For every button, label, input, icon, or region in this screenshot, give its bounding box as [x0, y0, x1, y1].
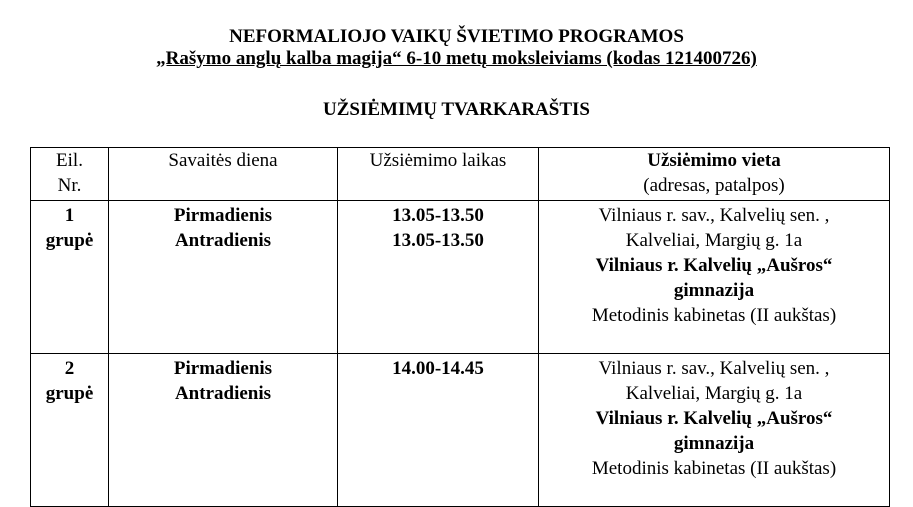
header-number-line-2: Nr.: [57, 175, 82, 196]
group-number: 1: [64, 205, 75, 226]
group-label: grupė: [45, 230, 94, 251]
place-school-line-1: Vilniaus r. Kalvelių „Aušros“: [595, 255, 833, 276]
time-cell: [338, 201, 539, 354]
header-place-line-2: (adresas, patalpos): [643, 175, 785, 196]
place-address-line-1: Vilniaus r. sav., Kalvelių sen. ,: [598, 205, 830, 226]
place-school-line-1: Vilniaus r. Kalvelių „Aušros“: [595, 408, 833, 429]
place-room: Metodinis kabinetas (II aukštas): [591, 305, 837, 326]
header-time: [338, 148, 539, 201]
program-subtitle: „Rašymo anglų kalba magija“ 6-10 metų moksleiviams (kodas 121400726): [156, 48, 757, 69]
header-day-label: Savaitės diena: [168, 150, 278, 171]
place-address-line-2: Kalveliai, Margių g. 1a: [625, 230, 803, 251]
place-school-line-2: gimnazija: [673, 433, 755, 454]
day-second: Antradienis: [174, 383, 272, 404]
table-row: [31, 354, 890, 507]
schedule-title: UŽSIĖMIMŲ TVARKARAŠTIS: [323, 99, 590, 120]
day-cell: [109, 201, 338, 354]
schedule-table: [30, 147, 890, 507]
time-second: 13.05-13.50: [392, 230, 484, 251]
day-first: Pirmadienis: [173, 358, 273, 379]
place-school-line-2: gimnazija: [673, 280, 755, 301]
place-cell: [539, 354, 890, 507]
time-first: 14.00-14.45: [392, 358, 484, 379]
group-label: grupė: [45, 383, 94, 404]
group-number-cell: [31, 201, 109, 354]
place-cell: [539, 201, 890, 354]
day-cell: [109, 354, 338, 507]
day-first: Pirmadienis: [173, 205, 273, 226]
table-row: [31, 201, 890, 354]
place-address-line-1: Vilniaus r. sav., Kalvelių sen. ,: [598, 358, 830, 379]
header-place: [539, 148, 890, 201]
group-number-cell: [31, 354, 109, 507]
header-number-line-1: Eil.: [56, 150, 83, 171]
header-place-line-1: Užsiėmimo vieta: [647, 150, 781, 171]
header-day: [109, 148, 338, 201]
day-second: Antradienis: [174, 230, 272, 251]
place-address-line-2: Kalveliai, Margių g. 1a: [625, 383, 803, 404]
place-room: Metodinis kabinetas (II aukštas): [591, 458, 837, 479]
table-header-row: [31, 148, 890, 201]
header-number: [31, 148, 109, 201]
header-time-label: Užsiėmimo laikas: [369, 150, 507, 171]
time-first: 13.05-13.50: [392, 205, 484, 226]
program-title: NEFORMALIOJO VAIKŲ ŠVIETIMO PROGRAMOS: [229, 26, 684, 47]
group-number: 2: [64, 358, 75, 379]
time-cell: [338, 354, 539, 507]
